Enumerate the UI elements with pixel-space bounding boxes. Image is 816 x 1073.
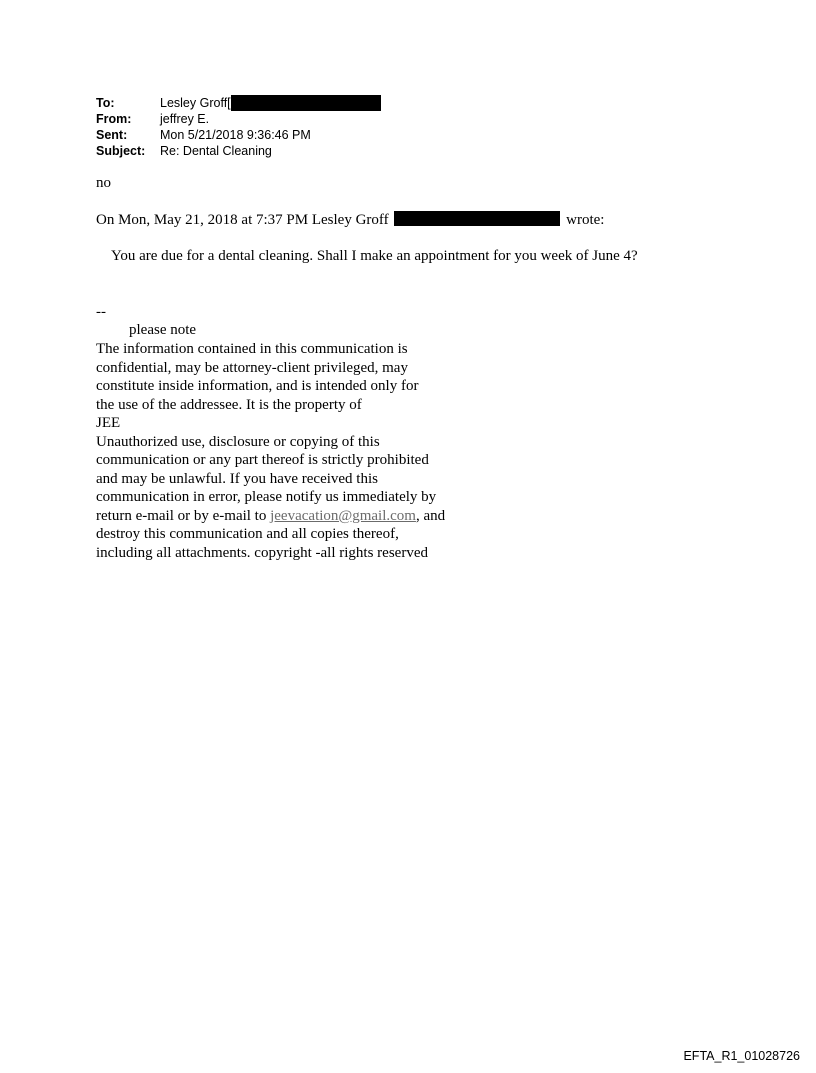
disclaimer-line: JEE — [96, 415, 121, 431]
disclaimer-line: including all attachments. copyright -all rights reserved — [96, 544, 428, 561]
from-value: jeffrey E. — [160, 112, 210, 126]
subject-value: Re: Dental Cleaning — [160, 144, 272, 158]
sent-label: Sent: — [96, 128, 128, 142]
subject-row — [96, 143, 381, 159]
quote-intro: On Mon, May 21, 2018 at 7:37 PM Lesley Groff — [96, 212, 389, 228]
subject-label: Subject: — [96, 144, 146, 158]
disclaimer-line: The information contained in this communication is — [96, 341, 408, 357]
email-header — [96, 95, 381, 159]
from-row — [96, 111, 381, 127]
disclaimer-line: and may be unlawful. If you have received this — [96, 470, 378, 487]
disclaimer-line: constitute inside information, and is intended only for — [96, 378, 419, 394]
return-prefix: return e-mail or by e-mail to — [96, 507, 271, 524]
quote-intro-line — [96, 211, 604, 229]
to-label: To: — [96, 96, 115, 110]
quote-wrote: wrote: — [566, 212, 605, 228]
disclaimer-line: destroy this communication and all copies thereof, — [96, 526, 399, 542]
sent-row — [96, 127, 381, 143]
disclaimer-line: communication in error, please notify us immediately by — [96, 489, 437, 505]
sent-value: Mon 5/21/2018 9:36:46 PM — [160, 128, 311, 142]
disclaimer-line-return — [96, 507, 476, 526]
disclaimer-line: communication or any part thereof is strictly prohibited — [96, 452, 429, 468]
return-suffix: , and — [415, 507, 446, 524]
to-row — [96, 95, 381, 111]
quoted-message: You are due for a dental cleaning. Shall I make an appointment for you week of June 4? — [111, 248, 638, 264]
document-id: EFTA_R1_01028726 — [683, 1049, 800, 1063]
redaction-bar — [231, 95, 381, 111]
reply-text: no — [96, 175, 111, 191]
signature-note: please note — [129, 322, 197, 338]
confidentiality-disclaimer — [96, 340, 476, 562]
from-label: From: — [96, 112, 132, 126]
disclaimer-line: confidential, may be attorney-client privileged, may — [96, 359, 408, 376]
to-value: Lesley Groff[ — [160, 96, 231, 110]
disclaimer-line: Unauthorized use, disclosure or copying of this — [96, 433, 380, 450]
signature-separator: -- — [96, 304, 106, 320]
redaction-bar — [394, 211, 560, 226]
email-link[interactable]: jeevacation@gmail.com — [270, 507, 416, 524]
disclaimer-line: the use of the addressee. It is the property of — [96, 396, 362, 413]
